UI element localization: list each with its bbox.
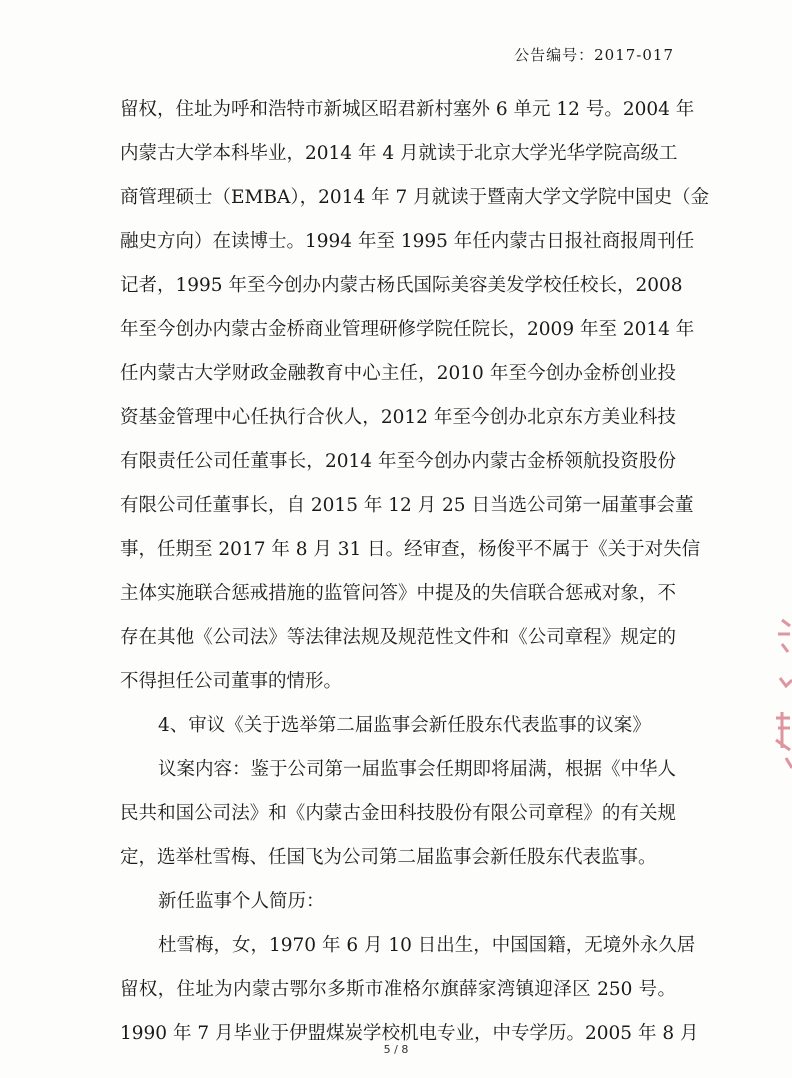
red-seal-stamp-fragment — [752, 600, 792, 780]
paragraph-line: 资基金管理中心任执行合伙人，2012 年至今创办北京东方美业科技 — [120, 407, 676, 428]
announcement-number: 公告编号：2017-017 — [514, 46, 674, 64]
paragraph-line: 主体实施联合惩戒措施的监管问答》中提及的失信联合惩戒对象，不 — [120, 583, 676, 604]
paragraph-line: 记者，1995 年至今创办内蒙古杨氏国际美容美发学校任校长，2008 — [120, 275, 683, 296]
section-heading: 4、审议《关于选举第二届监事会新任股东代表监事的议案》 — [158, 715, 651, 736]
paragraph-line: 不得担任公司董事的情形。 — [120, 671, 343, 692]
paragraph-line: 内蒙古大学本科毕业，2014 年 4 月就读于北京大学光华学院高级工 — [120, 143, 678, 164]
paragraph-line: 融史方向）在读博士。1994 年至 1995 年任内蒙古日报社商报周刊任 — [120, 231, 695, 252]
paragraph-line: 事，任期至 2017 年 8 月 31 日。经审查，杨俊平不属于《关于对失信 — [120, 539, 701, 560]
paragraph-line: 年至今创办内蒙古金桥商业管理研修学院任院长，2009 年至 2014 年 — [120, 319, 695, 340]
paragraph-line: 商管理硕士（EMBA），2014 年 7 月就读于暨南大学文学院中国史（金 — [120, 187, 710, 208]
paragraph-line: 民共和国公司法》和《内蒙古金田科技股份有限公司章程》的有关规 — [120, 803, 676, 824]
paragraph-line: 有限责任公司任董事长，2014 年至今创办内蒙古金桥领航投资股份 — [120, 451, 676, 472]
paragraph-line: 定，选举杜雪梅、任国飞为公司第二届监事会新任股东代表监事。 — [120, 847, 657, 868]
paragraph-line: 有限公司任董事长，自 2015 年 12 月 25 日当选公司第一届董事会董 — [120, 495, 694, 516]
paragraph-line: 杜雪梅，女，1970 年 6 月 10 日出生，中国国籍，无境外永久居 — [158, 935, 696, 956]
paragraph-line: 留权，住址为内蒙古鄂尔多斯市准格尔旗薛家湾镇迎泽区 250 号。 — [120, 979, 676, 1000]
paragraph-line: 议案内容：鉴于公司第一届监事会任期即将届满，根据《中华人 — [158, 759, 677, 780]
paragraph-line: 留权，住址为呼和浩特市新城区昭君新村塞外 6 单元 12 号。2004 年 — [120, 99, 695, 120]
paragraph-line: 任内蒙古大学财政金融教育中心主任，2010 年至今创办金桥创业投 — [120, 363, 676, 384]
paragraph-line: 存在其他《公司法》等法律法规及规范性文件和《公司章程》规定的 — [120, 627, 676, 648]
paragraph-line: 1990 年 7 月毕业于伊盟煤炭学校机电专业，中专学历。2005 年 8 月 — [120, 1023, 699, 1044]
page-number: 5 / 8 — [383, 1043, 409, 1056]
document-body — [120, 88, 710, 1056]
subsection-heading: 新任监事个人简历： — [158, 891, 325, 912]
